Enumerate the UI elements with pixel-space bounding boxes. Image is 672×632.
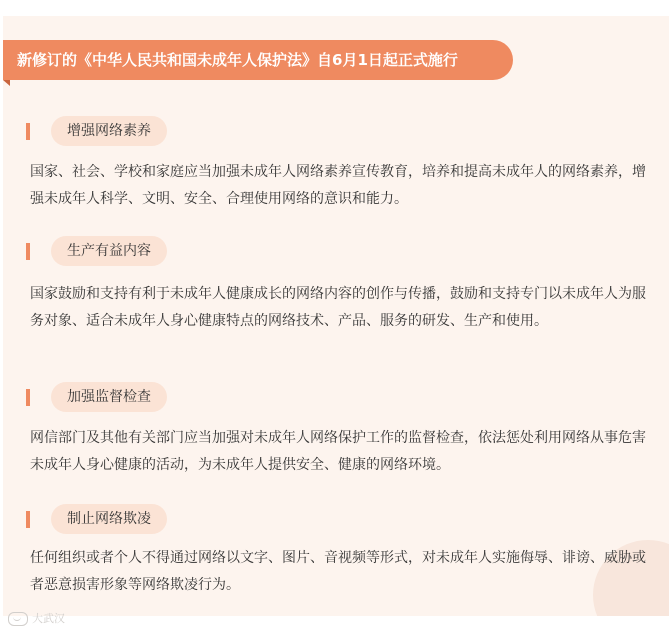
section-heading: 增强网络素养 <box>51 116 167 146</box>
section-heading: 加强监督检查 <box>51 382 167 412</box>
section-body: 网信部门及其他有关部门应当加强对未成年人网络保护工作的监督检查，依法惩处利用网络从事危害未成年人身心健康的活动，为未成年人提供安全、健康的网络环境。 <box>30 430 646 473</box>
section-marker <box>26 511 30 528</box>
watermark <box>8 610 65 626</box>
banner-fold <box>3 80 10 86</box>
watermark-text: 大武汉 <box>32 612 65 625</box>
section-marker <box>26 243 30 260</box>
section-body: 国家、社会、学校和家庭应当加强未成年人网络素养宣传教育，培养和提高未成年人的网络素养，增强未成年人科学、文明、安全、合理使用网络的意识和能力。 <box>30 164 646 207</box>
watermark-logo-icon <box>8 612 28 626</box>
section-marker <box>26 123 30 140</box>
section-heading: 制止网络欺凌 <box>51 504 167 534</box>
title-banner: 新修订的《中华人民共和国未成年人保护法》自6月1日起正式施行 <box>3 40 513 80</box>
section-body: 任何组织或者个人不得通过网络以文字、图片、音视频等形式，对未成年人实施侮辱、诽谤、威胁或者恶意损害形象等网络欺凌行为。 <box>30 550 646 593</box>
section-body: 国家鼓励和支持有利于未成年人健康成长的网络内容的创作与传播，鼓励和支持专门以未成年人为服务对象、适合未成年人身心健康特点的网络技术、产品、服务的研发、生产和使用。 <box>30 286 646 329</box>
section-heading: 生产有益内容 <box>51 236 167 266</box>
section-marker <box>26 389 30 406</box>
